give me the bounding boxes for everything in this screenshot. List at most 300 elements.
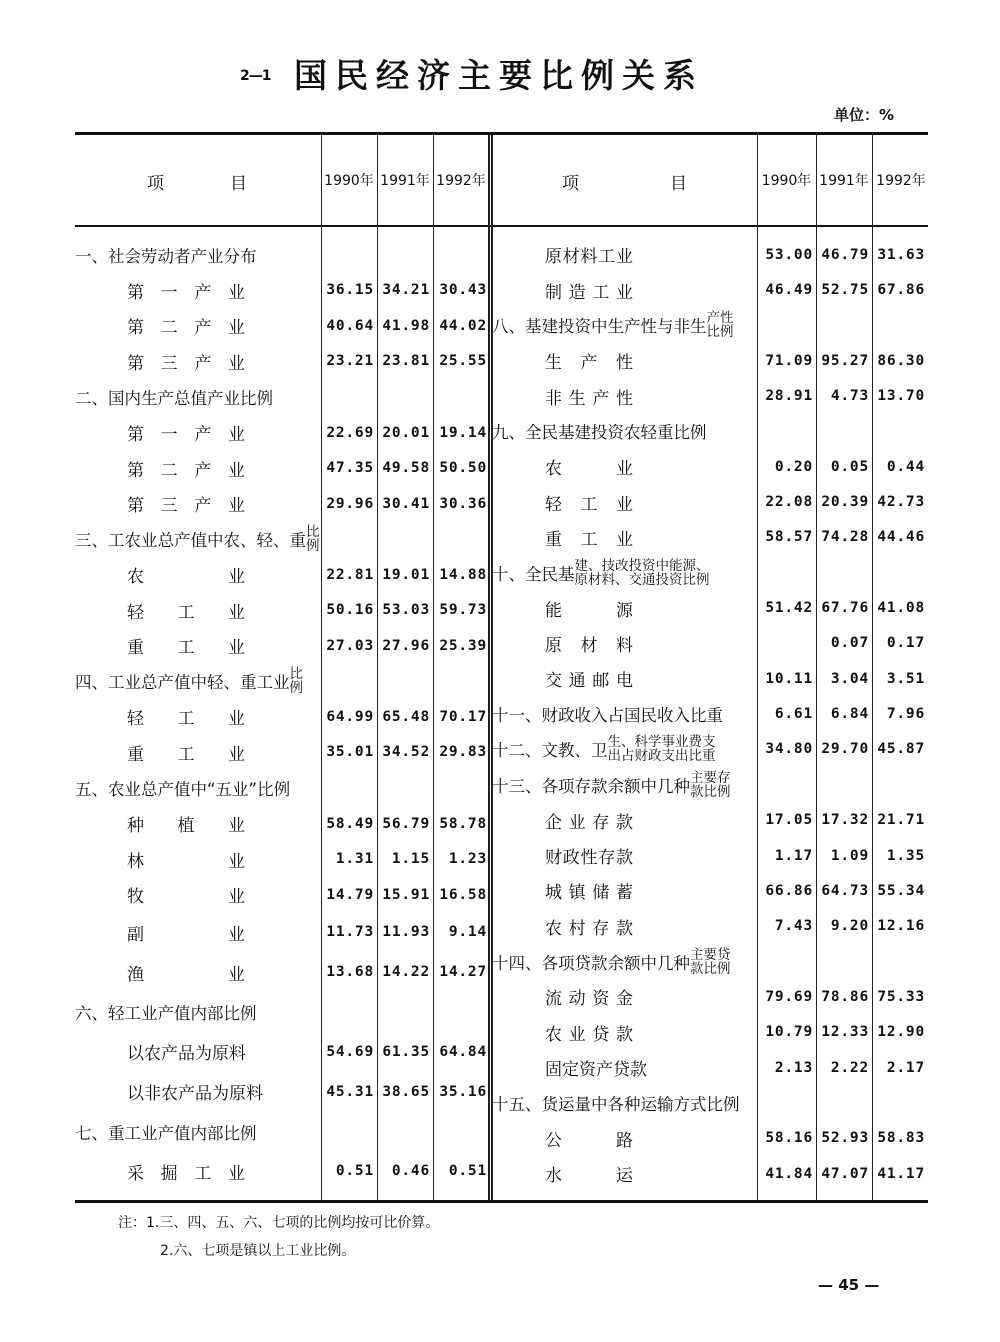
row-label-cell bbox=[75, 1112, 321, 1152]
value-1991: 67.76 bbox=[821, 600, 869, 617]
value-1992: 14.88 bbox=[439, 566, 487, 583]
label-suffix-line: 主要贷 bbox=[690, 946, 731, 963]
value-1991: 2.22 bbox=[830, 1059, 869, 1076]
row-label: 种植业 bbox=[127, 816, 245, 837]
label-suffix-line: 建、技改投资中能源、 bbox=[574, 557, 710, 574]
value-1990 bbox=[321, 1112, 377, 1152]
value-1990: 6.61 bbox=[774, 706, 813, 723]
value-1990: 23.21 bbox=[326, 353, 374, 370]
value-1992 bbox=[872, 555, 928, 590]
value-1990 bbox=[757, 626, 816, 661]
header-year-1991: 1991年 bbox=[819, 173, 869, 189]
value-1990: 41.84 bbox=[765, 1165, 813, 1182]
value-1990: 58.57 bbox=[765, 529, 813, 546]
row-label: 轻工业 bbox=[545, 494, 633, 515]
value-1990: 45.31 bbox=[326, 1083, 374, 1100]
value-1991: 9.20 bbox=[830, 918, 869, 935]
value-1990 bbox=[757, 944, 816, 979]
row-label: 水运 bbox=[545, 1166, 633, 1187]
row-label-cell bbox=[75, 1152, 321, 1192]
value-1992 bbox=[433, 521, 490, 557]
value-1990: 7.43 bbox=[774, 918, 813, 935]
value-1991: 95.27 bbox=[821, 352, 869, 369]
table-row bbox=[490, 343, 928, 378]
row-label-cell bbox=[75, 1032, 321, 1072]
value-1991: 19.01 bbox=[382, 566, 430, 583]
value-1991: 23.81 bbox=[382, 353, 430, 370]
label-wrapped-suffix bbox=[306, 525, 320, 553]
section-heading-label: 十三、各项存款余额中几种 bbox=[492, 776, 690, 796]
value-1992 bbox=[872, 944, 928, 979]
value-1991: 30.41 bbox=[382, 495, 430, 512]
value-1991: 1.15 bbox=[391, 851, 430, 868]
section-heading-label: 七、重工业产值内部比例 bbox=[75, 1123, 257, 1143]
label-suffix-line: 比 bbox=[306, 524, 320, 541]
value-1990: 36.15 bbox=[326, 282, 374, 299]
value-1992: 67.86 bbox=[877, 282, 925, 299]
label-suffix-line: 比 bbox=[289, 666, 303, 683]
value-1990: 66.86 bbox=[765, 882, 813, 899]
section-heading-row bbox=[75, 379, 490, 415]
row-label: 轻工业 bbox=[127, 709, 245, 730]
table-row bbox=[75, 450, 490, 486]
value-1991: 1.09 bbox=[830, 847, 869, 864]
section-heading-row bbox=[490, 555, 928, 590]
table-row bbox=[75, 592, 490, 628]
value-1992: 2.17 bbox=[886, 1059, 925, 1076]
value-1991: 29.70 bbox=[821, 741, 869, 758]
label-suffix-line: 产性 bbox=[706, 310, 734, 327]
value-1992: 21.71 bbox=[877, 812, 925, 829]
table-row bbox=[75, 308, 490, 344]
value-1990: 2.13 bbox=[774, 1059, 813, 1076]
value-1991: 61.35 bbox=[382, 1043, 430, 1060]
value-1991 bbox=[816, 1085, 872, 1120]
value-1991: 65.48 bbox=[382, 708, 430, 725]
value-1990 bbox=[321, 379, 377, 415]
value-1992 bbox=[872, 308, 928, 343]
value-1991: 0.46 bbox=[391, 1163, 430, 1180]
footnote-1: 注：1.三、四、五、六、七项的比例均按可比价算。 bbox=[118, 1215, 440, 1231]
value-1992: 12.16 bbox=[877, 918, 925, 935]
value-1991 bbox=[816, 767, 872, 802]
header-item-char: 目 bbox=[670, 174, 687, 194]
table-row bbox=[75, 557, 490, 593]
table-row bbox=[75, 273, 490, 309]
value-1990 bbox=[321, 237, 377, 273]
value-1991: 46.79 bbox=[821, 246, 869, 263]
label-suffix-line: 例 bbox=[289, 680, 303, 697]
value-1991: 6.84 bbox=[830, 706, 869, 723]
row-label-cell bbox=[75, 952, 321, 992]
row-label: 生产性 bbox=[545, 353, 633, 374]
value-1992 bbox=[433, 992, 490, 1032]
value-1992: 45.87 bbox=[877, 741, 925, 758]
row-label-cell bbox=[490, 944, 757, 979]
value-1990: 22.69 bbox=[326, 424, 374, 441]
value-1991: 56.79 bbox=[382, 815, 430, 832]
value-1990: 27.03 bbox=[326, 637, 374, 654]
value-1991: 52.93 bbox=[821, 1130, 869, 1147]
row-label: 公路 bbox=[545, 1130, 633, 1151]
value-1991: 78.86 bbox=[821, 988, 869, 1005]
value-1991: 47.07 bbox=[821, 1165, 869, 1182]
unit-label: 单位：% bbox=[834, 106, 895, 124]
value-1990: 47.35 bbox=[326, 460, 374, 477]
value-1992: 75.33 bbox=[877, 988, 925, 1005]
value-1991 bbox=[816, 555, 872, 590]
value-1990: 34.80 bbox=[765, 741, 813, 758]
row-label: 重工业 bbox=[127, 638, 245, 659]
value-1990: 53.00 bbox=[765, 246, 813, 263]
row-label: 农业 bbox=[545, 459, 633, 480]
row-label-cell bbox=[490, 803, 757, 838]
row-label: 城镇储蓄 bbox=[545, 883, 633, 904]
row-label: 轻工业 bbox=[127, 602, 245, 623]
label-wrapped-suffix bbox=[690, 771, 731, 799]
row-label-cell bbox=[75, 912, 321, 952]
value-1991: 11.93 bbox=[382, 924, 430, 941]
value-1991: 41.98 bbox=[382, 317, 430, 334]
label-wrapped-suffix bbox=[290, 667, 304, 695]
value-1992: 41.17 bbox=[877, 1165, 925, 1182]
row-label-cell bbox=[490, 873, 757, 908]
row-label: 财政性存款 bbox=[545, 848, 633, 869]
row-label-cell bbox=[490, 909, 757, 944]
row-label-cell bbox=[490, 661, 757, 696]
row-label: 牧业 bbox=[127, 887, 245, 908]
value-1992: 58.78 bbox=[439, 815, 487, 832]
value-1991 bbox=[377, 770, 433, 806]
value-1990: 10.11 bbox=[765, 670, 813, 687]
section-heading-label: 八、基建投资中生产性与非生 bbox=[492, 317, 707, 337]
value-1991: 34.52 bbox=[382, 744, 430, 761]
value-1990: 0.51 bbox=[335, 1163, 374, 1180]
row-label: 原材料 bbox=[545, 635, 633, 656]
section-heading-label: 六、轻工业产值内部比例 bbox=[75, 1004, 257, 1024]
header-year-1990: 1990年 bbox=[761, 173, 812, 189]
table-row bbox=[75, 841, 490, 877]
value-1991 bbox=[816, 308, 872, 343]
section-heading-label: 十五、货运量中各种运输方式比例 bbox=[492, 1094, 740, 1114]
row-label-cell bbox=[490, 449, 757, 484]
value-1992: 12.90 bbox=[877, 1024, 925, 1041]
row-label-cell bbox=[490, 1015, 757, 1050]
row-label: 渔业 bbox=[127, 964, 245, 985]
label-suffix-line: 原材料、交通投资比例 bbox=[574, 571, 710, 588]
table-row bbox=[490, 1156, 928, 1191]
value-1992 bbox=[433, 379, 490, 415]
value-1991: 38.65 bbox=[382, 1083, 430, 1100]
value-1992: 44.46 bbox=[877, 529, 925, 546]
label-suffix-line: 例 bbox=[306, 538, 320, 555]
table-row bbox=[490, 838, 928, 873]
value-1992: 59.73 bbox=[439, 602, 487, 619]
section-heading-row bbox=[75, 521, 490, 557]
value-1991: 27.96 bbox=[382, 637, 430, 654]
header-item-char: 项 bbox=[147, 174, 164, 194]
value-1992: 16.58 bbox=[439, 886, 487, 903]
value-1990 bbox=[757, 1085, 816, 1120]
row-label-cell bbox=[490, 626, 757, 661]
value-1990: 28.91 bbox=[765, 388, 813, 405]
table-row bbox=[490, 661, 928, 696]
row-label: 第三产业 bbox=[127, 353, 245, 374]
value-1990: 22.81 bbox=[326, 566, 374, 583]
row-label-cell bbox=[75, 237, 321, 273]
row-label-cell bbox=[75, 770, 321, 806]
section-heading-label: 十二、文教、卫 bbox=[492, 741, 608, 761]
value-1990: 50.16 bbox=[326, 602, 374, 619]
row-label: 重工业 bbox=[545, 529, 633, 550]
row-label-cell bbox=[75, 841, 321, 877]
row-label-cell bbox=[490, 979, 757, 1014]
table-row bbox=[490, 1121, 928, 1156]
table-row bbox=[490, 378, 928, 413]
row-label-cell bbox=[490, 520, 757, 555]
section-heading-row bbox=[75, 664, 490, 700]
label-suffix-line: 生、科学事业费支 bbox=[607, 734, 716, 751]
row-label-cell bbox=[490, 732, 757, 767]
value-1991: 15.91 bbox=[382, 886, 430, 903]
section-heading-row bbox=[75, 770, 490, 806]
row-label-cell bbox=[75, 379, 321, 415]
value-1991 bbox=[816, 944, 872, 979]
value-1992: 1.35 bbox=[886, 847, 925, 864]
label-suffix-line: 款比例 bbox=[690, 783, 731, 800]
table-row bbox=[75, 806, 490, 842]
row-label-cell bbox=[75, 344, 321, 380]
value-1990 bbox=[757, 555, 816, 590]
table-row bbox=[75, 699, 490, 735]
value-1992: 41.08 bbox=[877, 600, 925, 617]
header-item-char: 项 bbox=[562, 174, 579, 194]
value-1992 bbox=[872, 414, 928, 449]
row-label-cell bbox=[490, 696, 757, 731]
table-row bbox=[75, 912, 490, 952]
value-1992: 58.83 bbox=[877, 1130, 925, 1147]
section-heading-row bbox=[490, 732, 928, 767]
row-label-cell bbox=[75, 877, 321, 913]
table-row bbox=[75, 628, 490, 664]
row-label: 非生产性 bbox=[545, 388, 633, 409]
label-wrapped-suffix bbox=[690, 948, 731, 976]
row-label-cell bbox=[75, 1072, 321, 1112]
value-1992: 14.27 bbox=[439, 964, 487, 981]
value-1991: 3.04 bbox=[830, 670, 869, 687]
row-label: 以农产品为原料 bbox=[127, 1044, 246, 1065]
value-1990: 17.05 bbox=[765, 812, 813, 829]
row-label-cell bbox=[490, 555, 757, 590]
section-heading-label: 三、工农业总产值中农、轻、重 bbox=[75, 531, 306, 551]
header-year-1991: 1991年 bbox=[380, 173, 430, 189]
value-1990: 1.31 bbox=[335, 851, 374, 868]
value-1990 bbox=[321, 664, 377, 700]
row-label-cell bbox=[75, 992, 321, 1032]
header-year-1990: 1990年 bbox=[324, 173, 374, 189]
row-label-cell bbox=[490, 1121, 757, 1156]
label-suffix-line: 出占财政支出比重 bbox=[607, 748, 716, 765]
value-1992: 13.70 bbox=[877, 388, 925, 405]
value-1991: 20.39 bbox=[821, 494, 869, 511]
value-1992: 25.55 bbox=[439, 353, 487, 370]
value-1992 bbox=[872, 1085, 928, 1120]
label-wrapped-suffix bbox=[707, 311, 734, 339]
value-1990: 22.08 bbox=[765, 494, 813, 511]
value-1990: 64.99 bbox=[326, 708, 374, 725]
table-row bbox=[75, 735, 490, 771]
value-1991: 20.01 bbox=[382, 424, 430, 441]
table-row bbox=[75, 415, 490, 451]
value-1992: 42.73 bbox=[877, 494, 925, 511]
value-1990: 46.49 bbox=[765, 282, 813, 299]
row-label-cell bbox=[490, 1156, 757, 1191]
value-1990: 29.96 bbox=[326, 495, 374, 512]
section-heading-label: 四、工业总产值中轻、重工业 bbox=[75, 673, 290, 693]
header-year-1992: 1992年 bbox=[436, 173, 486, 189]
section-heading-row bbox=[490, 1085, 928, 1120]
table-row bbox=[75, 1152, 490, 1192]
table-row bbox=[75, 344, 490, 380]
section-heading-row bbox=[75, 992, 490, 1032]
value-1990: 54.69 bbox=[326, 1043, 374, 1060]
row-label: 第一产业 bbox=[127, 425, 245, 445]
row-label-cell bbox=[75, 735, 321, 771]
value-1991: 64.73 bbox=[821, 882, 869, 899]
row-label: 第二产业 bbox=[127, 318, 245, 339]
value-1992: 29.83 bbox=[439, 744, 487, 761]
row-label-cell bbox=[75, 486, 321, 522]
table-row bbox=[75, 952, 490, 992]
value-1991 bbox=[816, 414, 872, 449]
label-suffix-line: 比例 bbox=[706, 324, 734, 341]
row-label-cell bbox=[75, 557, 321, 593]
table-row bbox=[490, 1015, 928, 1050]
value-1992 bbox=[433, 237, 490, 273]
row-label: 第二产业 bbox=[127, 460, 245, 481]
value-1992 bbox=[433, 1112, 490, 1152]
label-suffix-line: 主要存 bbox=[690, 769, 731, 786]
value-1990: 0.20 bbox=[774, 458, 813, 475]
row-label: 第三产业 bbox=[127, 496, 245, 517]
row-label-cell bbox=[490, 237, 757, 272]
value-1992: 3.51 bbox=[886, 670, 925, 687]
row-label-cell bbox=[490, 484, 757, 519]
value-1992: 70.17 bbox=[439, 708, 487, 725]
value-1990: 35.01 bbox=[326, 744, 374, 761]
value-1991: 74.28 bbox=[821, 529, 869, 546]
section-heading-row bbox=[75, 1112, 490, 1152]
table-row bbox=[490, 237, 928, 272]
row-label-cell bbox=[490, 272, 757, 307]
value-1990 bbox=[321, 770, 377, 806]
value-1992: 1.23 bbox=[448, 851, 487, 868]
row-label: 第一产业 bbox=[127, 282, 245, 303]
value-1992: 35.16 bbox=[439, 1083, 487, 1100]
value-1991: 0.05 bbox=[830, 458, 869, 475]
row-label-cell bbox=[490, 1085, 757, 1120]
section-heading-row bbox=[490, 944, 928, 979]
row-label: 农业贷款 bbox=[545, 1024, 633, 1045]
table-row bbox=[75, 1072, 490, 1112]
value-1992: 30.36 bbox=[439, 495, 487, 512]
row-label-cell bbox=[490, 343, 757, 378]
value-1990: 10.79 bbox=[765, 1024, 813, 1041]
row-label: 副业 bbox=[127, 924, 245, 945]
row-label-cell bbox=[75, 664, 321, 700]
table-row bbox=[490, 590, 928, 625]
value-1992: 31.63 bbox=[877, 246, 925, 263]
value-1990 bbox=[757, 308, 816, 343]
value-1991 bbox=[377, 992, 433, 1032]
value-1991: 34.21 bbox=[382, 282, 430, 299]
table-row bbox=[75, 877, 490, 913]
row-label-cell bbox=[490, 1050, 757, 1085]
section-heading-label: 五、农业总产值中“五业”比例 bbox=[75, 779, 291, 799]
section-heading-row bbox=[490, 767, 928, 802]
value-1990: 1.17 bbox=[774, 847, 813, 864]
value-1992: 50.50 bbox=[439, 460, 487, 477]
value-1992: 44.02 bbox=[439, 317, 487, 334]
table-row bbox=[490, 909, 928, 944]
value-1991 bbox=[377, 1112, 433, 1152]
row-label-cell bbox=[75, 806, 321, 842]
value-1991 bbox=[377, 521, 433, 557]
row-label-cell bbox=[75, 273, 321, 309]
section-heading-label: 十、全民基 bbox=[492, 564, 575, 584]
value-1992 bbox=[433, 770, 490, 806]
value-1992: 0.17 bbox=[886, 635, 925, 652]
row-label-cell bbox=[490, 308, 757, 343]
table-row bbox=[490, 626, 928, 661]
header-bottom-rule bbox=[75, 225, 928, 227]
value-1991: 4.73 bbox=[830, 388, 869, 405]
value-1990: 40.64 bbox=[326, 317, 374, 334]
label-wrapped-suffix bbox=[608, 735, 716, 763]
value-1990: 14.79 bbox=[326, 886, 374, 903]
row-label: 流动资金 bbox=[545, 989, 633, 1010]
table-number: 2—1 bbox=[240, 68, 271, 84]
page-title: 国民经济主要比例关系 bbox=[294, 56, 704, 95]
value-1992 bbox=[433, 664, 490, 700]
row-label: 农业 bbox=[127, 567, 245, 588]
value-1992: 30.43 bbox=[439, 282, 487, 299]
section-heading-label: 十一、财政收入占国民收入比重 bbox=[492, 706, 723, 726]
value-1991: 12.33 bbox=[821, 1024, 869, 1041]
row-label: 以非农产品为原料 bbox=[127, 1084, 263, 1105]
value-1990: 13.68 bbox=[326, 964, 374, 981]
value-1990: 58.49 bbox=[326, 815, 374, 832]
label-suffix-line: 款比例 bbox=[690, 960, 731, 977]
value-1992: 19.14 bbox=[439, 424, 487, 441]
row-label-cell bbox=[490, 414, 757, 449]
value-1991: 14.22 bbox=[382, 964, 430, 981]
section-heading-label: 一、社会劳动者产业分布 bbox=[75, 246, 257, 266]
row-label: 固定资产贷款 bbox=[545, 1060, 647, 1081]
section-heading-row bbox=[490, 414, 928, 449]
value-1990 bbox=[757, 767, 816, 802]
table-left-half bbox=[75, 237, 490, 1191]
section-heading-row bbox=[75, 237, 490, 273]
value-1990: 71.09 bbox=[765, 352, 813, 369]
row-label-cell bbox=[75, 521, 321, 557]
row-label-cell bbox=[490, 838, 757, 873]
value-1990: 11.73 bbox=[326, 924, 374, 941]
value-1992: 25.39 bbox=[439, 637, 487, 654]
row-label-cell bbox=[75, 308, 321, 344]
value-1991: 53.03 bbox=[382, 602, 430, 619]
value-1991 bbox=[377, 379, 433, 415]
